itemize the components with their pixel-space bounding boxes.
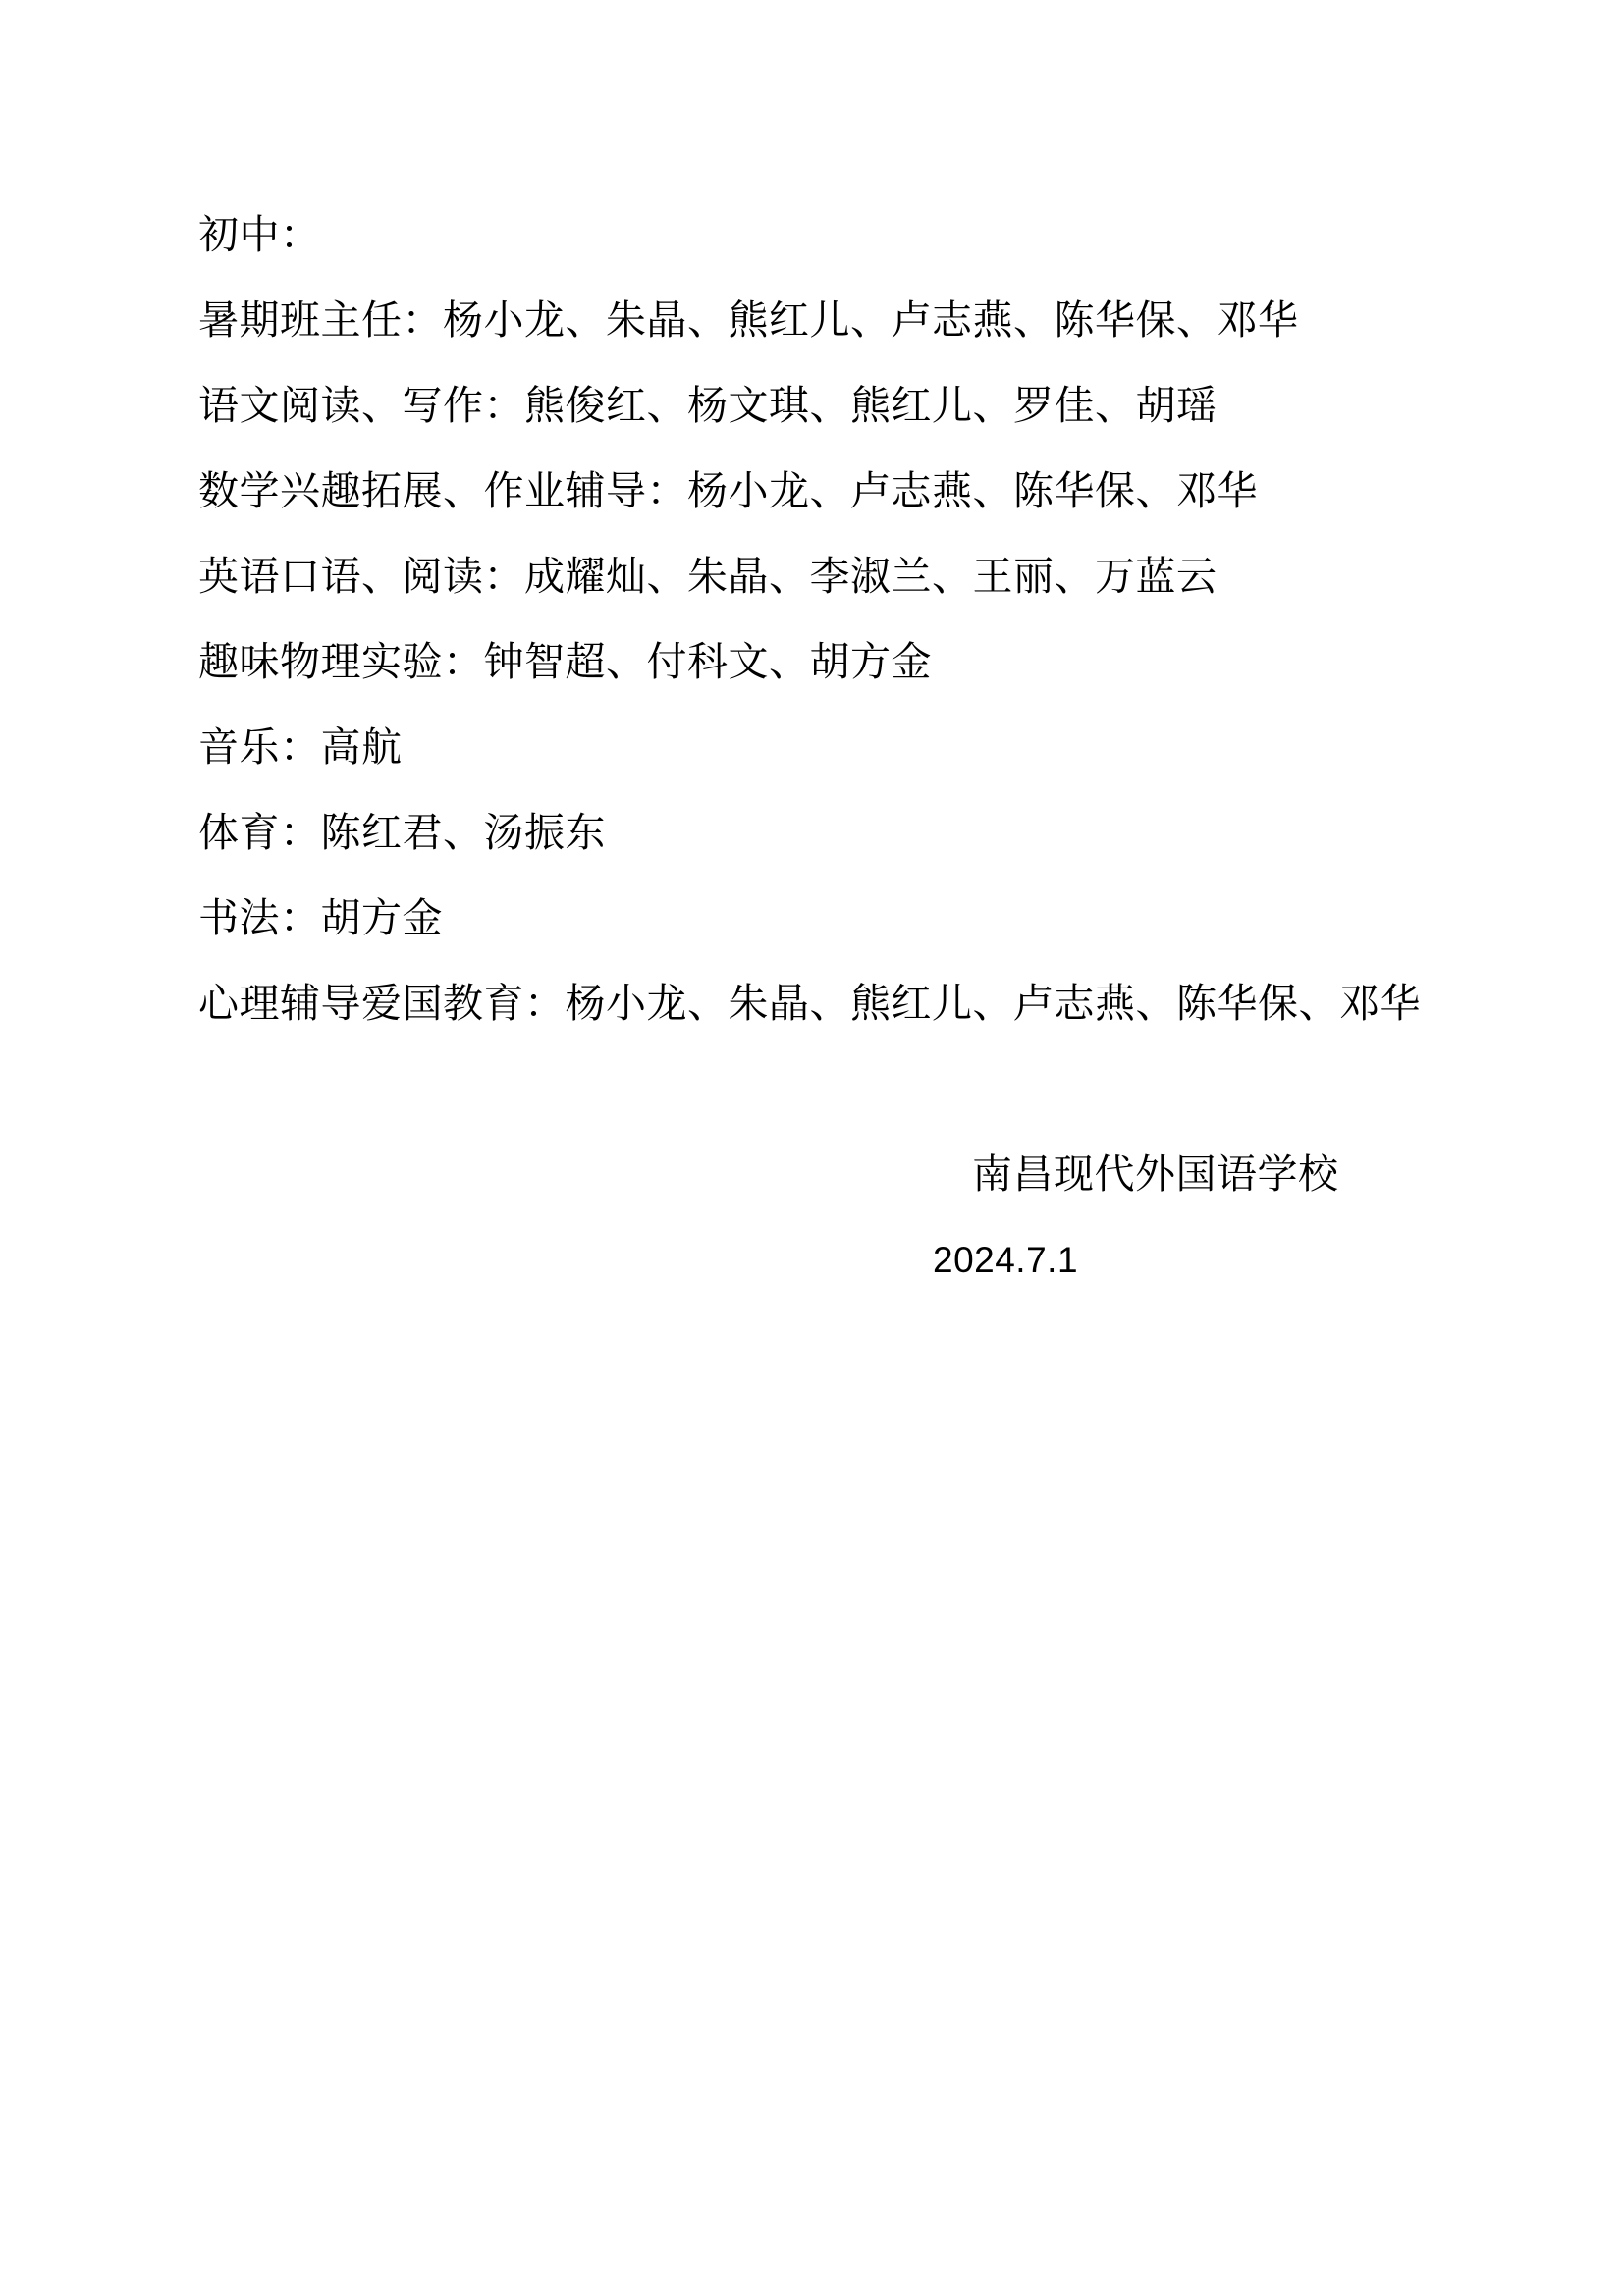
staff-entry bbox=[198, 363, 1624, 449]
signature-school: 南昌现代外国语学校 bbox=[972, 1151, 1339, 1197]
signature-date: 2024.7.1 bbox=[933, 1240, 1079, 1280]
staff-entry bbox=[198, 876, 1624, 961]
entry-teachers: 胡方金 bbox=[320, 895, 443, 940]
entry-label: 英语口语、阅读： bbox=[198, 554, 524, 599]
staff-entry bbox=[198, 619, 1624, 705]
document-body bbox=[198, 192, 1624, 1303]
entry-label: 心理辅导爱国教育： bbox=[198, 981, 566, 1026]
section-title: 初中： bbox=[198, 212, 321, 257]
staff-entry bbox=[198, 961, 1624, 1046]
entry-teachers: 杨小龙、朱晶、熊红儿、卢志燕、陈华保、邓华 bbox=[565, 981, 1421, 1026]
entry-label: 趣味物理实验： bbox=[198, 639, 484, 684]
entry-teachers: 高航 bbox=[320, 724, 403, 770]
entry-teachers: 成耀灿、朱晶、李淑兰、王丽、万蓝云 bbox=[524, 554, 1218, 599]
entry-label: 音乐： bbox=[198, 724, 321, 770]
blank-line bbox=[198, 1046, 1624, 1132]
entry-teachers: 钟智超、付科文、胡方金 bbox=[483, 639, 932, 684]
entry-label: 书法： bbox=[198, 895, 321, 940]
staff-entry bbox=[198, 278, 1624, 363]
entry-teachers: 熊俊红、杨文琪、熊红儿、罗佳、胡瑶 bbox=[524, 383, 1218, 428]
entry-label: 暑期班主任： bbox=[198, 297, 443, 343]
entry-teachers: 杨小龙、卢志燕、陈华保、邓华 bbox=[687, 468, 1258, 513]
staff-entry bbox=[198, 705, 1624, 790]
staff-entry bbox=[198, 534, 1624, 619]
staff-entry bbox=[198, 449, 1624, 534]
entry-teachers: 杨小龙、朱晶、熊红儿、卢志燕、陈华保、邓华 bbox=[443, 297, 1299, 343]
entry-label: 体育： bbox=[198, 810, 321, 855]
entry-label: 数学兴趣拓展、作业辅导： bbox=[198, 468, 687, 513]
entry-teachers: 陈红君、汤振东 bbox=[320, 810, 606, 855]
entry-label: 语文阅读、写作： bbox=[198, 383, 524, 428]
staff-entry bbox=[198, 790, 1624, 876]
